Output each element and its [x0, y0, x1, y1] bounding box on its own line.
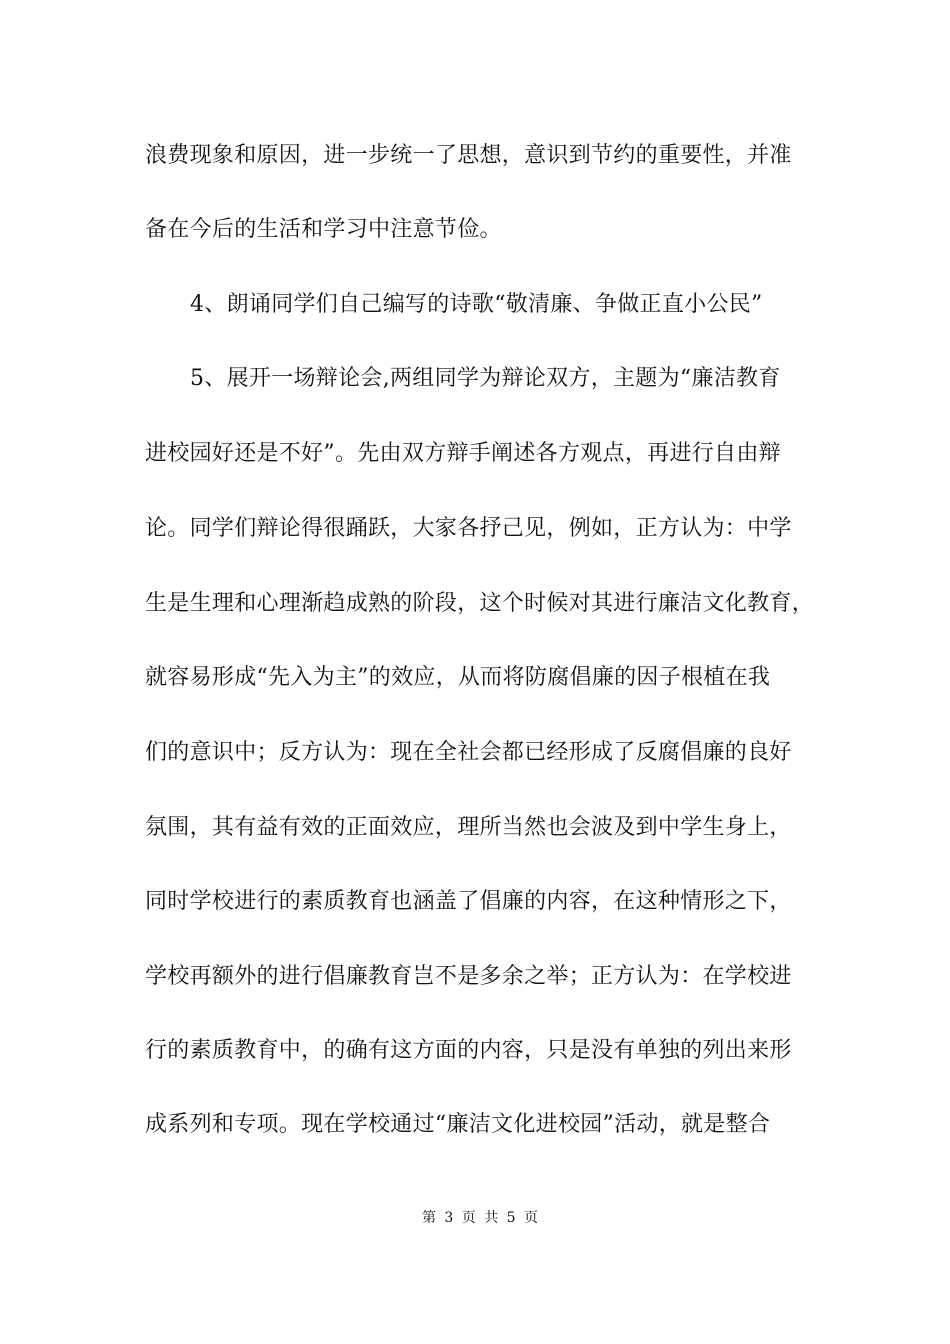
- text-line-13: 行的素质教育中，的确有这方面的内容，只是没有单独的列出来形: [145, 1038, 792, 1063]
- text-line-6: 论。同学们辩论得很踊跃，大家各抒己见，例如，正方认为：中学: [145, 516, 792, 541]
- text-line-9: 们的意识中；反方认为：现在全社会都已经形成了反腐倡廉的良好: [145, 740, 792, 765]
- text-line-10: 氛围，其有益有效的正面效应，理所当然也会波及到中学生身上，: [145, 815, 792, 840]
- text-line-12: 学校再额外的进行倡廉教育岂不是多余之举；正方认为：在学校进: [145, 964, 792, 989]
- text-line-7: 生是生理和心理渐趋成熟的阶段，这个时候对其进行廉洁文化教育，: [145, 591, 815, 616]
- text-line-3: 4、朗诵同学们自己编写的诗歌“敬清廉、争做正直小公民”: [190, 292, 763, 317]
- text-line-8: 就容易形成“先入为主”的效应，从而将防腐倡廉的因子根植在我: [145, 665, 771, 690]
- page-number-footer: 第 3 页 共 5 页: [421, 1210, 541, 1226]
- text-line-11: 同时学校进行的素质教育也涵盖了倡廉的内容，在这种情形之下，: [145, 889, 792, 914]
- text-line-4: 5、展开一场辩论会,两组同学为辩论双方，主题为“廉洁教育: [190, 366, 781, 391]
- text-line-2: 备在今后的生活和学习中注意节俭。: [145, 217, 502, 242]
- text-line-14: 成系列和专项。现在学校通过“廉洁文化进校园”活动，就是整合: [145, 1112, 771, 1137]
- text-line-5: 进校园好还是不好”。先由双方辩手阐述各方观点，再进行自由辩: [145, 441, 781, 466]
- text-line-1: 浪费现象和原因，进一步统一了思想，意识到节约的重要性，并准: [145, 143, 792, 168]
